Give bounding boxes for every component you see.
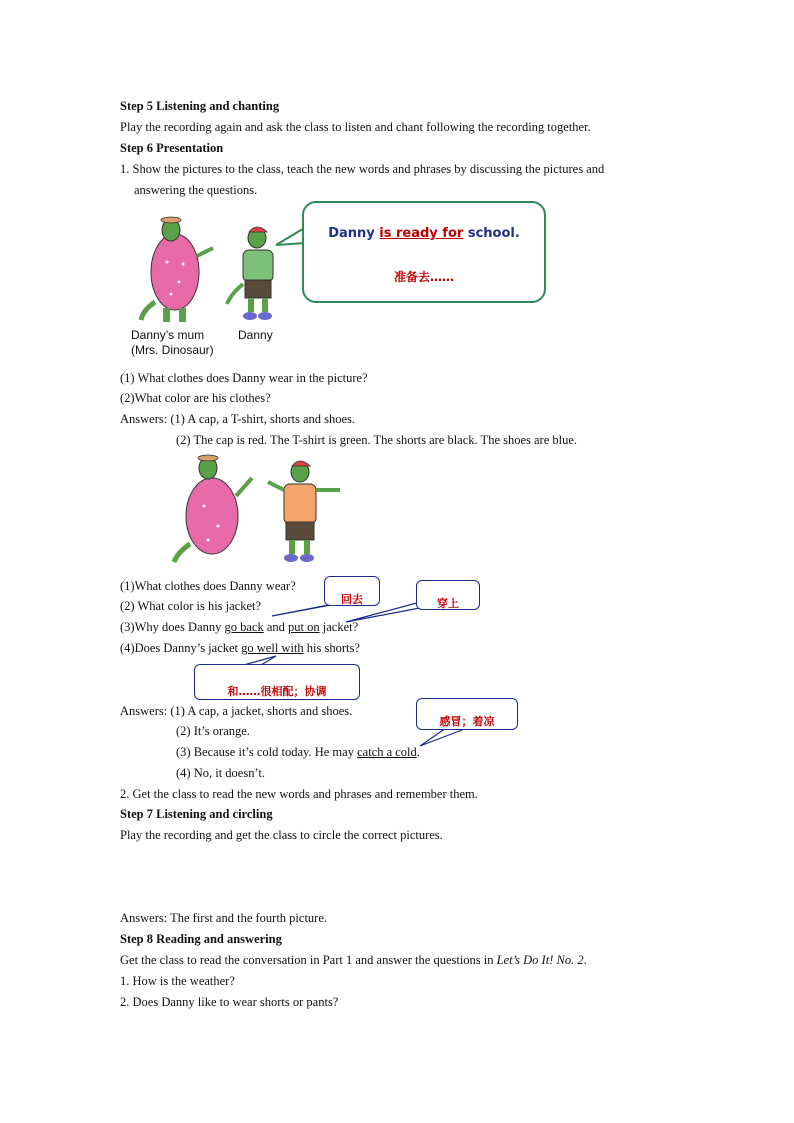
- step8-text-italic: Let’s Do It! No. 2: [496, 953, 584, 967]
- bubble-translation: 准备去……: [393, 270, 454, 284]
- step6-title: Step 6 Presentation: [120, 141, 224, 155]
- step6-p1-line1: 1. Show the pictures to the class, teach the new words and phrases by discussing the pictures and: [120, 162, 605, 176]
- qa1-q2: (2)What color are his clothes?: [120, 391, 271, 405]
- step7-title: Step 7 Listening and circling: [120, 807, 273, 821]
- bubble-highlight: is ready for: [379, 226, 464, 241]
- qa2-q3-mid: and: [263, 620, 289, 634]
- caption-mum-line2: (Mrs. Dinosaur): [131, 343, 214, 357]
- bubble-post: school.: [463, 226, 520, 241]
- step8-text-pre: Get the class to read the conversation in Part 1 and answer the questions in: [120, 953, 497, 967]
- caption-danny: Danny: [238, 328, 273, 342]
- step8-title: Step 8 Reading and answering: [120, 932, 282, 946]
- qa1-a2: (2) The cap is red. The T-shirt is green. The shorts are black. The shoes are blue.: [176, 433, 578, 447]
- qa2-q3-pre: (3)Why does Danny: [120, 620, 225, 634]
- qa2-q1: (1)What clothes does Danny wear?: [120, 579, 296, 593]
- phrase-go-back: go back: [224, 620, 264, 634]
- step8-q2: 2. Does Danny like to wear shorts or pants?: [120, 995, 339, 1009]
- step7-answers: Answers: The first and the fourth picture.: [120, 911, 328, 925]
- caption-mum-line1: Danny’s mum: [131, 328, 205, 342]
- qa2-a3: [176, 744, 420, 760]
- qa1-a1: Answers: (1) A cap, a T-shirt, shorts and shoes.: [120, 412, 356, 426]
- note-catch-cold: 感冒；着凉: [416, 698, 518, 730]
- qa2-q3-post: jacket?: [319, 620, 359, 634]
- step5-text: Play the recording again and ask the class to listen and chant following the recording together.: [120, 120, 591, 134]
- qa2-a4: (4) No, it doesn’t.: [176, 766, 265, 780]
- step7-text: Play the recording and get the class to circle the correct pictures.: [120, 828, 443, 842]
- qa2-a2: (2) It’s orange.: [176, 724, 250, 738]
- note-go-back: 回去: [324, 576, 380, 606]
- qa2-q4-post: his shorts?: [303, 641, 360, 655]
- step8-text: [120, 952, 587, 968]
- bubble-pre: Danny: [328, 226, 380, 241]
- qa2-a3-post: .: [416, 745, 420, 759]
- phrase-go-well-with: go well with: [241, 641, 304, 655]
- phrase-catch-a-cold: catch a cold: [357, 745, 417, 759]
- qa2-p2: 2. Get the class to read the new words and phrases and remember them.: [120, 787, 478, 801]
- qa2-q4-pre: (4)Does Danny’s jacket: [120, 641, 242, 655]
- phrase-put-on: put on: [288, 620, 320, 634]
- qa2-a3-pre: (3) Because it’s cold today. He may: [176, 745, 358, 759]
- step5-title: Step 5 Listening and chanting: [120, 99, 280, 113]
- note-put-on: 穿上: [416, 580, 480, 610]
- step8-text-post: .: [583, 953, 587, 967]
- qa2-a1: Answers: (1) A cap, a jacket, shorts and shoes.: [120, 704, 353, 718]
- step6-p1-line2: answering the questions.: [134, 183, 258, 197]
- step8-q1: 1. How is the weather?: [120, 974, 235, 988]
- note-go-well-with: 和……很相配；协调: [194, 664, 360, 700]
- qa2-q2: (2) What color is his jacket?: [120, 599, 262, 613]
- qa1-q1: (1) What clothes does Danny wear in the picture?: [120, 371, 368, 385]
